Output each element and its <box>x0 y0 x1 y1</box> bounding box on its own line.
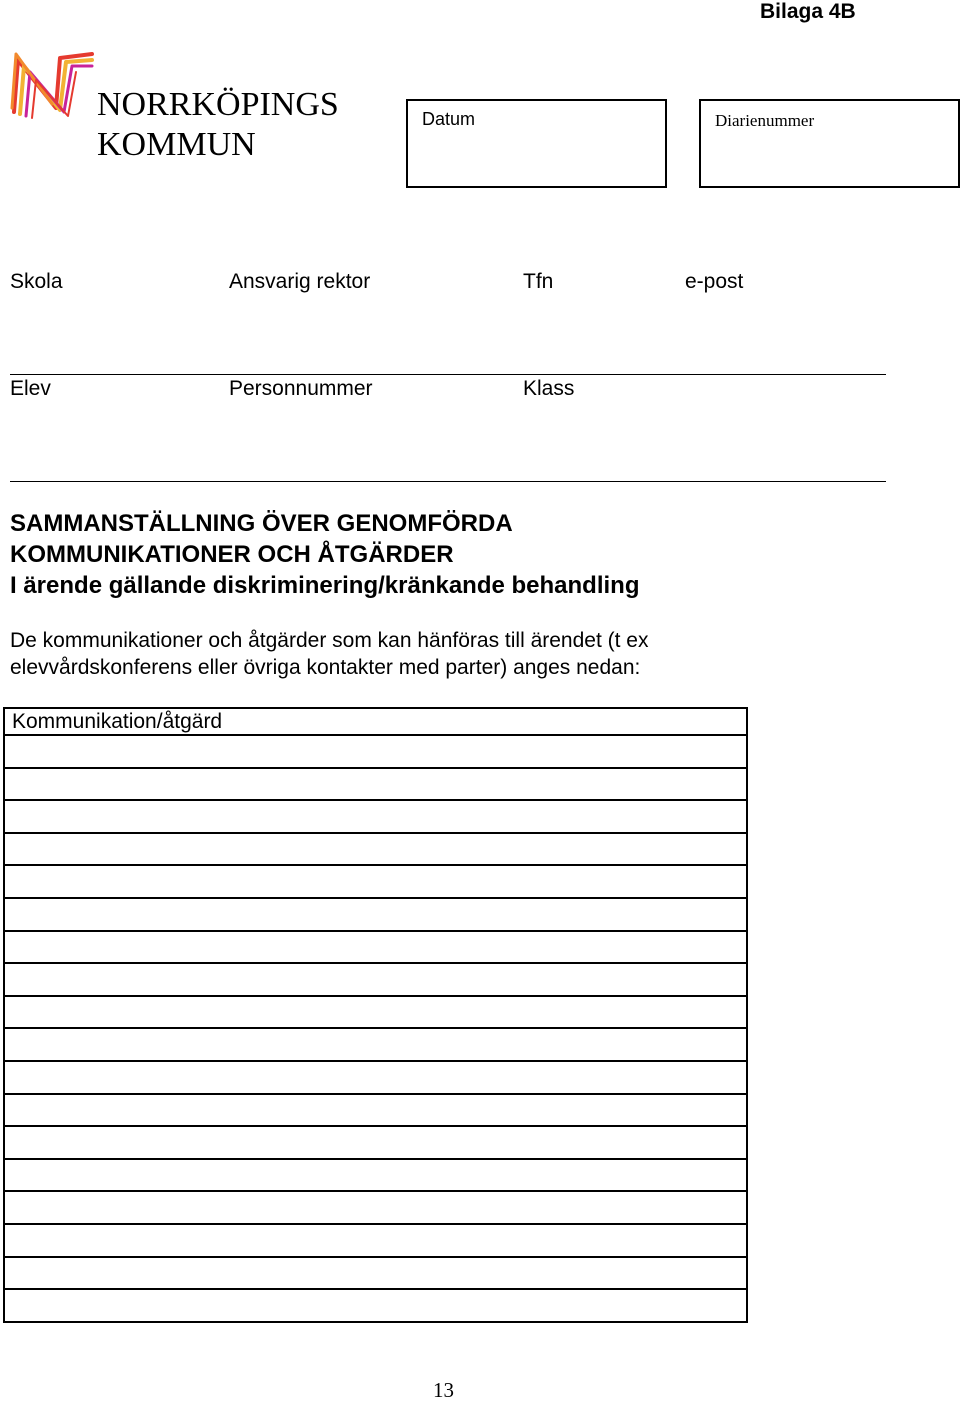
org-name-line1: NORRKÖPINGS <box>97 86 339 123</box>
table-row[interactable] <box>5 1093 746 1095</box>
email-label: e-post <box>685 270 744 293</box>
table-row[interactable] <box>5 995 746 997</box>
table-row[interactable] <box>5 864 746 866</box>
table-row[interactable] <box>5 1125 746 1127</box>
page-number: 13 <box>433 1378 454 1402</box>
class-label: Klass <box>523 377 575 400</box>
fill-line-row2[interactable] <box>10 481 886 482</box>
table-row[interactable] <box>5 1288 746 1290</box>
personal-id-label: Personnummer <box>229 377 373 400</box>
intro-text-line2: elevvårdskonferens eller övriga kontakter med parter) anges nedan: <box>10 656 641 679</box>
communication-log-table <box>3 707 748 1323</box>
norrkoping-n-logo-icon <box>10 50 94 120</box>
table-row[interactable] <box>5 1223 746 1225</box>
date-label: Datum <box>422 109 476 129</box>
table-row[interactable] <box>5 962 746 964</box>
date-box[interactable] <box>406 99 667 188</box>
registry-number-label: Diarienummer <box>715 111 815 130</box>
log-table-header-label: Kommunikation/åtgärd <box>12 710 223 733</box>
table-row[interactable] <box>5 1060 746 1062</box>
student-label: Elev <box>10 377 51 400</box>
table-row[interactable] <box>5 897 746 899</box>
table-row[interactable] <box>5 930 746 932</box>
form-title-line2: KOMMUNIKATIONER OCH ÅTGÄRDER <box>10 541 454 568</box>
table-row[interactable] <box>5 799 746 801</box>
form-title-line3: I ärende gällande diskriminering/kränkande behandling <box>10 572 640 599</box>
log-table-header <box>5 709 746 736</box>
intro-text-line1: De kommunikationer och åtgärder som kan hänföras till ärendet (t ex <box>10 629 649 652</box>
table-row[interactable] <box>5 767 746 769</box>
table-row[interactable] <box>5 1027 746 1029</box>
table-row[interactable] <box>5 1256 746 1258</box>
principal-label: Ansvarig rektor <box>229 270 371 293</box>
table-row[interactable] <box>5 1190 746 1192</box>
school-label: Skola <box>10 270 63 293</box>
phone-label: Tfn <box>523 270 554 293</box>
table-row[interactable] <box>5 832 746 834</box>
table-row[interactable] <box>5 1158 746 1160</box>
attachment-label: Bilaga 4B <box>760 0 856 23</box>
fill-line-row1[interactable] <box>10 374 886 375</box>
registry-number-box[interactable] <box>699 99 960 188</box>
org-name-line2: KOMMUN <box>97 126 256 163</box>
form-title-line1: SAMMANSTÄLLNING ÖVER GENOMFÖRDA <box>10 510 513 537</box>
